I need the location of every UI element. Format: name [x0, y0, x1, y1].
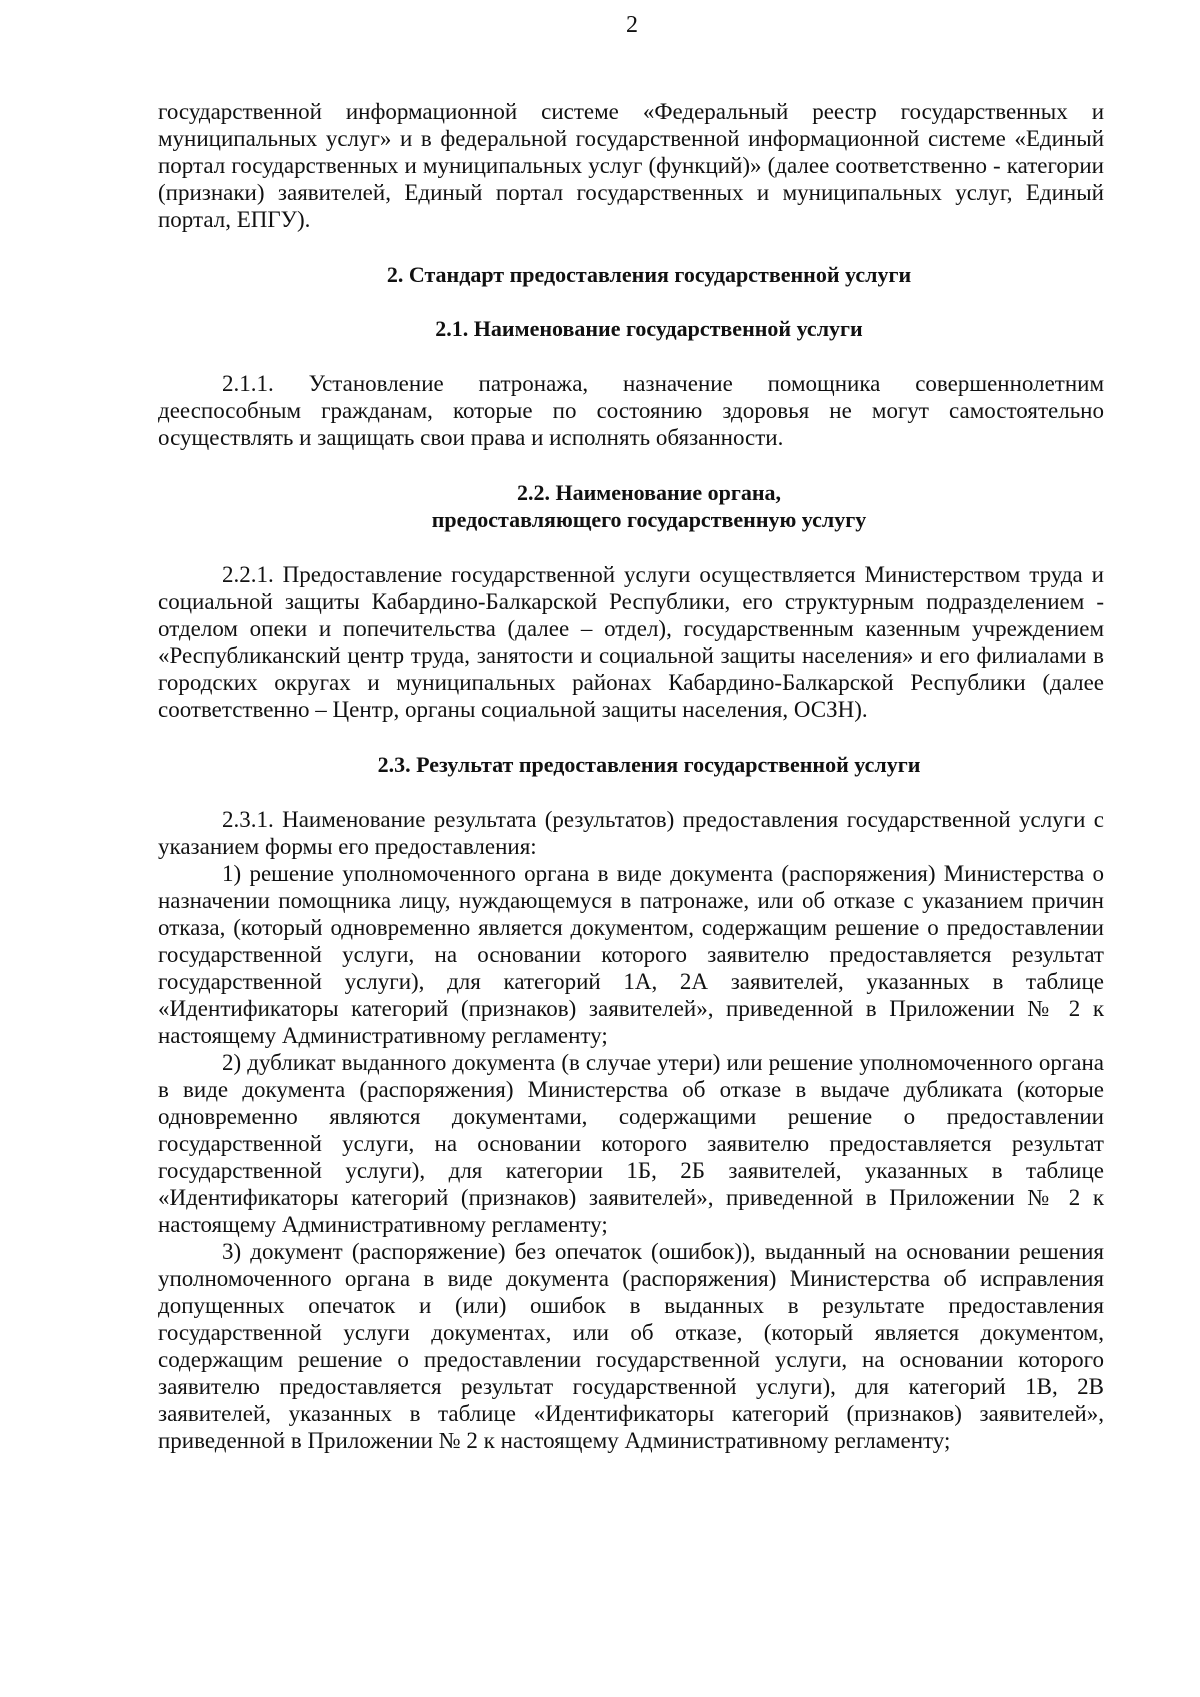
page-number: 2	[626, 12, 638, 38]
result-item-1: 1) решение уполномоченного органа в виде документа (распоряжения) Министерства о назначении помощника лицу, нуждающемуся в патронаже, или об отказе с указанием причин отказа, (который одновременно является документом, содержащим решение о предоставлении государственной услуги, на основании которого заявителю предоставляется результат государственной услуги), для категорий 1А, 2А заявителей, указанных в таблице «Идентификаторы категорий (признаков) заявителей», приведенной в Приложении № 2 к настоящему Административному регламенту;	[158, 861, 1104, 1048]
result-item-3: 3) документ (распоряжение) без опечаток (ошибок)), выданный на основании решения уполномоченного органа в виде документа (распоряжения) Министерства об исправления допущенных опечаток и (или) ошибок в выданных в результате предоставления государственной услуги документах, или об отказе, (который является документом, содержащим решение о предоставлении государственной услуги, на основании которого заявителю предоставляется результат государственной услуги), для категорий 1В, 2В заявителей, указанных в таблице «Идентификаторы категорий (признаков) заявителей», приведенной в Приложении № 2 к настоящему Административному регламенту;	[158, 1239, 1104, 1453]
section-2-2-heading-line1: 2.2. Наименование органа,	[516, 480, 782, 505]
section-2-heading: 2. Стандарт предоставления государственной услуги	[386, 262, 912, 287]
section-2-2-1-paragraph: 2.2.1. Предоставление государственной услуги осуществляется Министерством труда и социальной защиты Кабардино-Балкарской Республики, его структурным подразделением - отделом опеки и попечительства (далее – отдел), государственным казенным учреждением «Республиканский центр труда, занятости и социальной защиты населения» и его филиалами в городских округах и муниципальных районах Кабардино-Балкарской Республики (далее соответственно – Центр, органы социальной защиты населения, ОСЗН).	[158, 562, 1104, 722]
section-2-3-1-paragraph: 2.3.1. Наименование результата (результатов) предоставления государственной услуги с указанием формы его предоставления:	[158, 807, 1104, 859]
intro-paragraph: государственной информационной системе «Федеральный реестр государственных и муниципальных услуг» и в федеральной государственной информационной системе «Единый портал государственных и муниципальных услуг (функций)» (далее соответственно - категории (признаки) заявителей, Единый портал государственных и муниципальных услуг, Единый портал, ЕПГУ).	[158, 99, 1104, 232]
section-2-1-1-paragraph: 2.1.1. Установление патронажа, назначение помощника совершеннолетним дееспособным гражданам, которые по состоянию здоровья не могут самостоятельно осуществлять и защищать свои права и исполнять обязанности.	[158, 371, 1104, 450]
result-item-2: 2) дубликат выданного документа (в случае утери) или решение уполномоченного органа в виде документа (распоряжения) Министерства об отказе в выдаче дубликата (которые одновременно являются документами, содержащими решение о предоставлении государственной услуги, на основании которого заявителю предоставляется результат государственной услуги), для категории 1Б, 2Б заявителей, указанных в таблице «Идентификаторы категорий (признаков) заявителей», приведенной в Приложении № 2 к настоящему Административному регламенту;	[158, 1050, 1104, 1237]
section-2-3-heading: 2.3. Результат предоставления государственной услуги	[377, 752, 921, 777]
document-body	[158, 98, 1104, 1454]
section-2-1-heading: 2.1. Наименование государственной услуги	[435, 316, 863, 341]
section-2-2-heading-line2: предоставляющего государственную услугу	[431, 507, 867, 532]
